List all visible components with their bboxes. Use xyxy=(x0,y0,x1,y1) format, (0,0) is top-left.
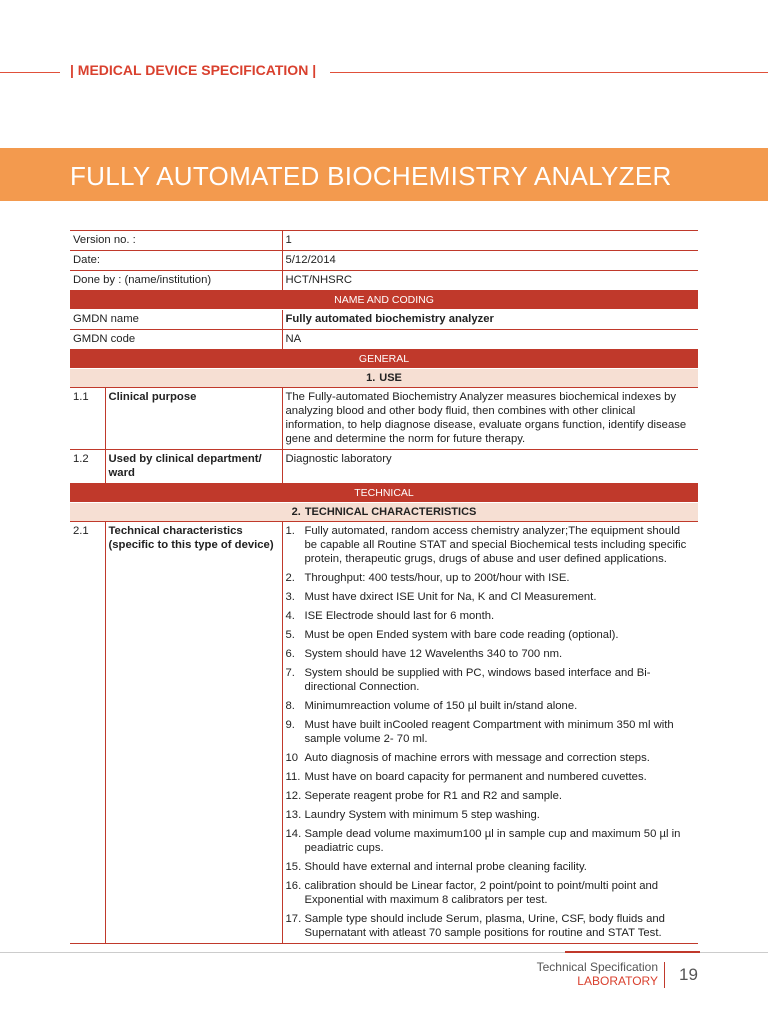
footer-divider xyxy=(664,962,665,988)
row-value xyxy=(282,522,698,944)
list-item-number: 12. xyxy=(285,790,302,802)
list-item-text: Auto diagnosis of machine errors with message and correction steps. xyxy=(304,752,650,764)
gmdn-code-label: GMDN code xyxy=(70,330,282,350)
table-row-clinical-department xyxy=(70,450,698,484)
list-item-number: 13. xyxy=(285,809,302,821)
list-item-text: Must be open Ended system with bare code reading (optional). xyxy=(304,629,619,641)
row-label: Technical characteristics (specific to this type of device) xyxy=(105,522,282,944)
page-title: FULLY AUTOMATED BIOCHEMISTRY ANALYZER xyxy=(70,161,672,191)
section-heading-row xyxy=(70,350,698,369)
list-item xyxy=(286,879,696,907)
section-heading-row xyxy=(70,484,698,503)
footer-label xyxy=(537,960,658,988)
gmdn-code-value: NA xyxy=(282,330,698,350)
list-item-number: 2. xyxy=(285,572,295,584)
footer-accent-rule xyxy=(565,951,700,953)
list-item-text: System should be supplied with PC, windows based interface and Bi-directional Connection. xyxy=(304,667,651,693)
table-row-technical-characteristics xyxy=(70,522,698,944)
list-item-text: Sample type should include Serum, plasma, Urine, CSF, body fluids and Supernatant with atleast 70 sample positions for routine and STAT Test. xyxy=(304,913,665,939)
subsection-heading-row xyxy=(70,503,698,522)
list-item xyxy=(286,808,696,822)
list-item-text: ISE Electrode should last for 6 month. xyxy=(304,610,495,622)
section-heading-general: GENERAL xyxy=(70,350,698,369)
list-item-number: 8. xyxy=(285,700,295,712)
list-item-text: System should have 12 Wavelenths 340 to 700 nm. xyxy=(304,648,563,660)
document-type-label: | MEDICAL DEVICE SPECIFICATION | xyxy=(70,62,317,78)
section-heading-row xyxy=(70,291,698,310)
section-heading-name-coding: NAME AND CODING xyxy=(70,291,698,310)
date-value: 5/12/2014 xyxy=(282,251,698,271)
list-item-text: Must have dxirect ISE Unit for Na, K and Cl Measurement. xyxy=(304,591,597,603)
subsection-number: 2. xyxy=(291,506,301,518)
list-item xyxy=(286,789,696,803)
list-item-number: 11. xyxy=(285,771,301,783)
footer-section-name: LABORATORY xyxy=(577,974,658,988)
list-item xyxy=(286,912,696,940)
table-row-gmdn-name xyxy=(70,310,698,330)
row-label: Clinical purpose xyxy=(105,388,282,450)
section-heading-technical: TECHNICAL xyxy=(70,484,698,503)
title-banner xyxy=(0,148,768,201)
list-item-text: Must have built inCooled reagent Compartment with minimum 350 ml with sample volume 2- 70 ml. xyxy=(304,719,674,745)
date-label: Date: xyxy=(70,251,282,271)
subsection-heading-technical-characteristics xyxy=(70,503,698,522)
row-label: Used by clinical department/ ward xyxy=(105,450,282,484)
list-item-number: 4. xyxy=(285,610,295,622)
list-item-text: Should have external and internal probe cleaning facility. xyxy=(304,861,587,873)
footer-document-name: Technical Specification xyxy=(536,960,658,974)
list-item-number: 7. xyxy=(285,667,295,679)
list-item xyxy=(286,647,696,661)
table-row-gmdn-code xyxy=(70,330,698,350)
page-number: 19 xyxy=(679,965,698,984)
list-item xyxy=(286,860,696,874)
list-item xyxy=(286,524,696,566)
list-item-number: 14. xyxy=(285,828,302,840)
list-item-text: Sample dead volume maximum100 µl in sample cup and maximum 50 µl in peadiatric cups. xyxy=(304,828,681,854)
row-number: 1.1 xyxy=(70,388,105,450)
table-row-version xyxy=(70,231,698,251)
list-item xyxy=(286,628,696,642)
version-value: 1 xyxy=(282,231,698,251)
table-row-clinical-purpose xyxy=(70,388,698,450)
list-item-number: 17. xyxy=(285,913,302,925)
list-item xyxy=(286,666,696,694)
table-row-done-by xyxy=(70,271,698,291)
list-item-text: Must have on board capacity for permanent and numbered cuvettes. xyxy=(304,771,647,783)
header-rule-left xyxy=(0,72,60,73)
list-item-text: calibration should be Linear factor, 2 point/point to point/multi point and Exponential with maximum 8 calibrators per test. xyxy=(304,880,659,906)
list-item-number: 10 xyxy=(285,752,299,764)
list-item xyxy=(286,571,696,585)
header-rule-right xyxy=(330,72,768,73)
gmdn-name-value: Fully automated biochemistry analyzer xyxy=(282,310,698,330)
specification-table xyxy=(70,230,698,944)
subsection-number: 1. xyxy=(366,372,376,384)
list-item xyxy=(286,827,696,855)
list-item xyxy=(286,609,696,623)
table-row-date xyxy=(70,251,698,271)
list-item xyxy=(286,751,696,765)
subsection-heading-use xyxy=(70,369,698,388)
list-item-text: Throughput: 400 tests/hour, up to 200t/hour with ISE. xyxy=(304,572,570,584)
list-item-number: 9. xyxy=(285,719,295,731)
done-by-label: Done by : (name/institution) xyxy=(70,271,282,291)
subsection-heading-row xyxy=(70,369,698,388)
list-item xyxy=(286,718,696,746)
list-item-text: Minimumreaction volume of 150 µl built in/stand alone. xyxy=(304,700,578,712)
list-item-text: Fully automated, random access chemistry analyzer;The equipment should be capable all Routine STAT and special Biochemical tests including specific protein, therapeutic grugs, drugs of abuse and user defined applications. xyxy=(304,525,687,565)
row-number: 2.1 xyxy=(70,522,105,944)
row-number: 1.2 xyxy=(70,450,105,484)
list-item-text: Seperate reagent probe for R1 and R2 and sample. xyxy=(304,790,562,802)
technical-characteristics-list xyxy=(286,524,696,940)
version-label: Version no. : xyxy=(70,231,282,251)
row-value: Diagnostic laboratory xyxy=(282,450,698,484)
list-item-number: 6. xyxy=(285,648,295,660)
list-item-number: 16. xyxy=(285,880,302,892)
row-value: The Fully-automated Biochemistry Analyzer measures biochemical indexes by analyzing blood and other body fluid, then combines with other clinical information, to help diagnose disease, evaluate organs function, identify disease gene and determine the norm for future therapy. xyxy=(282,388,698,450)
subsection-title: TECHNICAL CHARACTERISTICS xyxy=(304,506,477,518)
list-item-text: Laundry System with minimum 5 step washing. xyxy=(304,809,540,821)
list-item xyxy=(286,770,696,784)
gmdn-name-label: GMDN name xyxy=(70,310,282,330)
list-item-number: 3. xyxy=(285,591,295,603)
list-item xyxy=(286,699,696,713)
done-by-value: HCT/NHSRC xyxy=(282,271,698,291)
list-item-number: 15. xyxy=(285,861,302,873)
list-item xyxy=(286,590,696,604)
subsection-title: USE xyxy=(379,372,402,384)
list-item-number: 1. xyxy=(285,525,295,537)
list-item-number: 5. xyxy=(285,629,295,641)
